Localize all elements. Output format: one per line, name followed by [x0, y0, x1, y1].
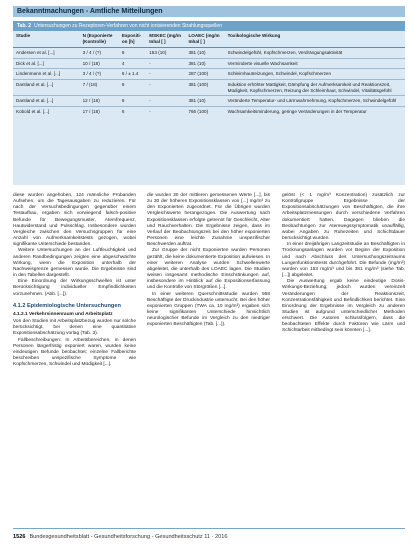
table-cell: 12 / (18) — [80, 96, 119, 107]
table-cell: 3 / 4 / (?) — [80, 69, 119, 80]
section-title: Bekanntmachungen - Amtliche Mitteilungen — [13, 6, 405, 17]
paragraph: Von den Studien mit Arbeitsplatzbezug wurden nur solche berücksichtigt, bei denen eine quantitative Expositionsabschätzung vorlag (Tab. 3). — [13, 319, 136, 337]
table-cell: 3 / 4 / (?) — [82, 50, 102, 56]
text-column-1 — [13, 193, 136, 368]
table-row — [13, 96, 405, 107]
table-cell: Andersen et al. [...] — [16, 50, 55, 56]
table-header: N (Exponierte (Kontrolle) — [80, 31, 119, 48]
table-cell: Induktion erhöhter Mattigkeit, Dämpfung der Aufmerksamkeit und Reaktionszeit, Müdigkeit, Kopfschmerzen, Reizung der Schleimhaut, Schwindel, Vitalitätsgefühl — [225, 79, 405, 95]
table-cell: 6 — [119, 106, 146, 116]
table-header: Toxikologische Wirkung — [225, 31, 405, 48]
table-cell: 6 — [121, 50, 125, 56]
data-table-box — [13, 21, 405, 185]
table-cell: Verminderte visuelle Wachsamkeit — [225, 58, 405, 69]
table-row — [13, 106, 405, 116]
table-caption-text: Untersuchungen zu Rezeptoren-Verfahren von nicht ionisierenden Strahlungsquellen — [34, 23, 222, 29]
table-header: MSKEC (mg/m Inhal [ ] — [146, 31, 185, 48]
table-row — [13, 69, 405, 80]
table-cell: Schleimhautreizungen, Schwindel, Kopfschmerzen — [225, 69, 405, 80]
table-cell: - — [146, 69, 185, 80]
table-header: LOAEC (mg/m Inhal [ ] — [185, 31, 224, 48]
table-cell: Dantland et al. [...] — [13, 96, 80, 107]
page-number: 1526 — [13, 534, 26, 540]
text-column-3 — [282, 193, 405, 335]
table-cell: 287 (100) — [185, 69, 224, 80]
paragraph: Zur Gruppe der nicht Exponierten wurden Personen gezählt, die keine dokumentierte Exposition aufwiesen. In einer weiteren Analyse wurden Schwellenwerte abgeleitet, die unterhalb des LOAEC lagen. Die Studien weisen insgesamt methodische Einschränkungen auf, insbesondere im Hinblick auf die Expositionserfassung und die Kontrolle von Störgrößen [...]. — [147, 248, 270, 291]
table-row — [13, 79, 405, 95]
table-cell: Veränderte Temperatur- und Lärmwahrnehmung, Kopfschmerzen, Schwindelgefühl — [225, 96, 405, 107]
paragraph: In einer dreijährigen Langzeitstudie an Beschäftigten in Trocknungsanlagen wurden vor Beginn der Exposition und nach Abschluss des Untersuchungszeitraums Lungenfunktionstests durchgeführt. Die Befunde (mg/m³) wurden von 153 mg/m³ und bis 381 mg/m³ (siehe Tab. [...]) abgeleitet. — [282, 242, 405, 279]
table-cell: 6 / ± 1.4 — [119, 69, 146, 80]
paragraph: Fallbeschreibungen: In Arbeitsbereichen, in denen Personen längerfristig exponiert waren, wurden keine eindeutigen Befunde beobachtet; einzelne Fallberichte beschreiben unspezifische Symptome wie Kopfschmerzen, Schwindel und Müdigkeit [...]. — [13, 337, 136, 368]
table-cell: 17 / (18) — [80, 106, 119, 116]
paragraph: Die Auswertung ergab keine eindeutige Dosis-Wirkungs-Beziehung; jedoch wurden vereinzelt Veränderungen der Reaktionszeit, Konzentrationsfähigkeit und Befindlichkeit berichtet. Eine Einordnung der Ergebnisse im Vergleich zu anderen Studien ist aufgrund unterschiedlicher Methoden erschwert. Die Autoren schlussfolgern, dass die beobachteten Effekte durch Faktoren wie Lärm und Schichtarbeit mitbedingt sein könnten [...]. — [282, 279, 405, 334]
paragraph: Eine Einordnung der Wirkungsschwellen ist unter Berücksichtigung individueller Empfindlichkeiten vorzunehmen. (Abb. [...]). — [13, 279, 136, 297]
table-cell: 4 — [119, 58, 146, 69]
table-row — [13, 58, 405, 69]
section-heading: 4.1.2.1 Verkehrsinnenraum und Arbeitsplatz — [13, 312, 113, 318]
table-cell: - — [146, 96, 185, 107]
table-row — [13, 48, 405, 59]
table-cell: 381 (10) — [185, 58, 224, 69]
table-cell: 381 (10) — [185, 96, 224, 107]
table-header: Studie — [13, 31, 80, 48]
table-cell: Schwindelgefühl, Kopfschmerzen, Verdrängungsaktivität — [227, 50, 343, 56]
table-label: Tab. 2 — [17, 23, 32, 29]
paragraph: In einer weiteren Querschnittsstudie wurden 958 Beschäftigte der Druckindustrie untersucht. Bei den höher exponierten Gruppen (TWA ca. 10 mg/m³) ergaben sich keine signifikanten Unterschiede hinsichtlich neurologischer Befunde im Vergleich zu den niedriger exponierten Beschäftigten (Tab. [...]). — [147, 291, 270, 328]
table-cell: 153 (10) — [149, 50, 167, 56]
paragraph: Weitere Untersuchungen an der Luftfeuchtigkeit und anderen Randbedingungen zeigten eine abgeschwächte Wirkung, wenn die Exposition unterhalb der Nachweisgrenze gemessen wurde. Die Ergebnisse sind in den Tabellen dargestellt. — [13, 248, 136, 279]
paragraph: gelöst (< 1 mg/m³ Konzentration) zusätzlich zur Kontrollgruppe Ergebnisse der Expositionsabschätzungen von Beschäftigten, die ihre Arbeitsplatzmessungen durch verschiedene Verfahren dokumentiert hatten. Dagegen blieben die Beobachtungen zur Atemwegssymptomatik unauffällig, wobei Angaben zu Ruhezeiten und Schichtdauer berücksichtigt wurden. — [282, 193, 405, 242]
table-header-row — [13, 31, 405, 48]
table-cell: 7 / (18) — [80, 79, 119, 95]
table-caption — [13, 21, 405, 31]
journal-citation: Bundesgesundheitsblatt - Gesundheitsforschung - Gesundheitsschutz 11 · 2016 — [29, 534, 228, 540]
table-cell: Wachsamkeitsminderung, geringe Veränderungen in der Temperatur — [225, 106, 405, 116]
table-cell: Dick et al. [...] — [13, 58, 80, 69]
table-cell: Kobold et al. [...] — [13, 106, 80, 116]
paragraph: die wurden 30 der mittleren gemessenen Werte [...], bis zu 30 der höheren Expositionsklassen von [...] mg/m³ zu den Exponierten zugeordnet. Für die Übrigen wurden Vergleichswerte herangezogen. Die Auswertung nach Expositionsklassen erfolgte getrennt für Geschlecht, Alter und Rauchverhalten. Die Ergebnisse zeigen, dass im Verlauf der Beobachtungszeit bei den höher exponierten Personen eine leichte Zunahme unspezifischer Beschwerden auftrat. — [147, 193, 270, 248]
page-footer — [13, 530, 405, 544]
paragraph: diese wurden angehoben, 124 männliche Probanden Aufsehen, um die Tagesausgaben zu reduzieren. Für nach der Versuchsbedingungen gegenüber einem Testaufbau, ergaben sich vorwiegend falsch-positive Befunde für Bewegungsmuster, Atemfrequenz, Hautwiderstand und Pulsschlag. Insbesondere wurden Vergleiche zwischen den Versuchsgruppen für eine Anzahl von Aufmerksamkeitstests gezogen, wobei signifikante Unterschiede bestanden. — [13, 193, 136, 248]
table-cell: 6 — [119, 96, 146, 107]
table-cell: 10 / (18) — [80, 58, 119, 69]
table-cell: 381 (100) — [185, 79, 224, 95]
section-heading: 4.1.2 Epidemiologische Untersuchungen — [13, 302, 121, 309]
table-cell: Dantland et al. [...] — [13, 79, 80, 95]
table-cell: - — [146, 79, 185, 95]
text-column-2 — [147, 193, 270, 328]
table-cell: Lindenmann et al. [...] — [13, 69, 80, 80]
table-cell: 766 (100) — [185, 106, 224, 116]
table-cell: - — [146, 106, 185, 116]
footer-divider — [13, 528, 405, 529]
table-cell: - — [146, 58, 185, 69]
table-cell: 381 (10) — [188, 50, 206, 56]
data-table — [13, 31, 405, 116]
body-columns — [13, 193, 405, 523]
table-cell: 6 — [119, 79, 146, 95]
table-header: Expositi-on [h] — [119, 31, 146, 48]
